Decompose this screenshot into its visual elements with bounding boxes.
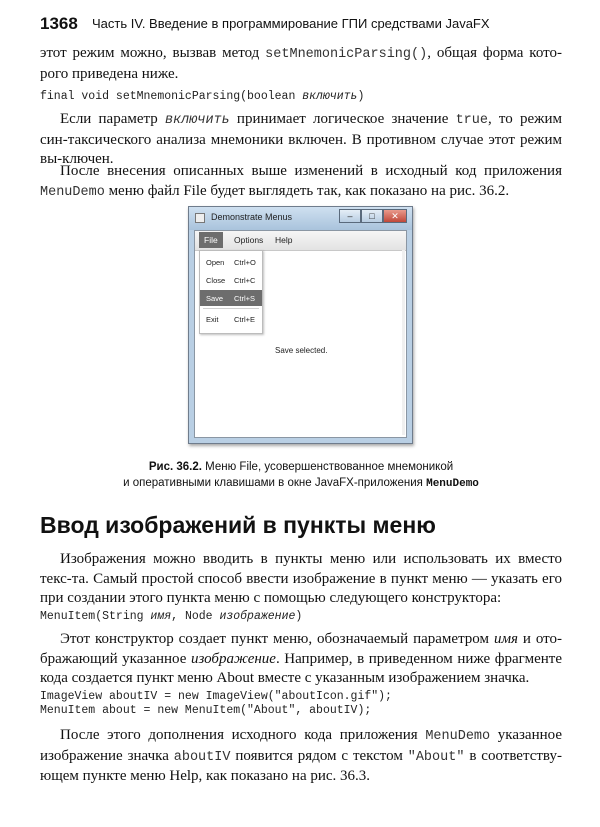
menu-item-save[interactable] (200, 290, 262, 306)
code2-param-1: имя (150, 610, 172, 623)
code2-text-2: , Node (171, 610, 220, 623)
code2-param-2: изображение (219, 610, 296, 623)
menu-item-label: Save (206, 294, 224, 303)
menu-bar (195, 231, 406, 251)
figure-window (188, 206, 413, 444)
close-icon[interactable]: ✕ (383, 209, 407, 223)
paragraph-4 (40, 550, 562, 609)
menu-item-open[interactable] (200, 254, 262, 270)
p6-code-1: MenuDemo (425, 729, 491, 744)
caption-text-2: и оперативными клавишами в окне JavaFX-приложения (123, 477, 427, 489)
code-block-1 (40, 90, 570, 104)
menu-options[interactable]: Options (234, 235, 264, 245)
code1-text-1: final void setMnemonicParsing(boolean (40, 90, 303, 103)
p6-text-4: в соответству-ющем пункте меню Help, как показано на рис. 36.3. (40, 747, 562, 784)
window-titlebar (189, 207, 412, 230)
menu-item-accelerator: Ctrl+O (234, 258, 256, 267)
menu-item-label: Exit (206, 315, 219, 324)
section-heading: Ввод изображений в пункты меню (40, 512, 436, 538)
p5-param-2: изображение (190, 650, 276, 667)
p6-text-2: указанное изображение значка (40, 727, 562, 764)
paragraph-3 (40, 162, 562, 202)
paragraph-2 (40, 110, 562, 170)
menu-item-accelerator: Ctrl+E (234, 315, 256, 324)
window-edge-rail (402, 250, 405, 435)
p5-text-1: Этот конструктор создает пункт меню, обозначаемый параметром (60, 631, 494, 647)
window-title: Demonstrate Menus (211, 212, 293, 222)
menu-item-close[interactable] (200, 272, 262, 288)
window-client-area (194, 230, 407, 438)
page-number: 1368 (40, 14, 78, 33)
p5-text-3: . Например, в приведенном ниже фрагменте кода создается пункт меню About вместе с указанным изображением значка. (40, 650, 562, 686)
app-icon (195, 213, 205, 223)
caption-text-1: Меню File, усовершенствованное мнемоникой (201, 461, 454, 473)
p6-code-3: "About" (407, 749, 465, 765)
p2-text-2: принимает логическое значение (229, 111, 456, 127)
caption-number: Рис. 36.2. (148, 461, 202, 473)
page-header (40, 14, 570, 36)
p5-param-1: имя (493, 631, 518, 647)
p2-text-3: , то режим син-таксического анализа мнемоники включен. В противном случае этот режим вы-ключен. (40, 111, 562, 167)
menu-item-label: Close (206, 276, 226, 285)
paragraph-5 (40, 630, 562, 689)
p2-text-1: Если параметр (60, 111, 165, 127)
p6-text-3: появится рядом с текстом (230, 747, 408, 764)
caption-app-name: MenuDemo (426, 478, 479, 490)
paragraph-6 (40, 726, 562, 787)
code3-line-1: ImageView aboutIV = new ImageView("aboutIcon.gif"); (40, 690, 392, 703)
p6-text-1: После этого дополнения исходного кода приложения (60, 727, 426, 743)
minimize-icon[interactable]: – (339, 209, 361, 223)
p1-text-1: этот режим можно, вызвав метод (40, 45, 266, 61)
code-block-2 (40, 610, 570, 624)
menu-item-exit[interactable] (200, 311, 262, 327)
maximize-icon[interactable]: □ (361, 209, 383, 223)
running-title: Часть IV. Введение в программирование ГПИ средствами JavaFX (92, 16, 490, 31)
p4-text: Изображения можно вводить в пункты меню или использовать их вместо текс-та. Самый простой способ ввести изображение в пункт меню — указать его при создании этого пункта меню с помощью следующего конструктора: (40, 551, 562, 606)
p6-code-2: aboutIV (173, 749, 231, 765)
p3-text-1: После внесения описанных выше изменений в исходный код приложения (60, 163, 562, 179)
menu-separator (203, 308, 259, 309)
code1-text-2: ) (357, 90, 365, 103)
p3-text-2: меню файл File будет выглядеть так, как показано на рис. 36.2. (104, 182, 510, 199)
code-block-3 (40, 690, 570, 718)
p3-code-1: MenuDemo (40, 184, 105, 200)
code2-text-1: MenuItem(String (40, 610, 151, 623)
figure-caption (40, 459, 562, 492)
code2-text-3: ) (295, 610, 303, 623)
menu-file[interactable]: File (199, 232, 223, 248)
p2-code-1: true (455, 113, 488, 128)
menu-item-accelerator: Ctrl+S (234, 294, 256, 303)
code1-param: включить (302, 90, 358, 103)
p5-text-2: и ото-бражающий указанное (40, 631, 563, 667)
p2-param: включить (164, 113, 230, 128)
status-label: Save selected. (275, 346, 328, 355)
file-dropdown-menu (199, 250, 263, 334)
paragraph-1 (40, 44, 562, 84)
menu-help[interactable]: Help (275, 235, 293, 245)
code3-line-2: MenuItem about = new MenuItem("About", aboutIV); (40, 704, 372, 717)
menu-item-label: Open (206, 258, 225, 267)
p1-code-1: setMnemonicParsing() (265, 47, 428, 62)
menu-item-accelerator: Ctrl+C (234, 276, 256, 285)
p1-text-2: , общая форма кото-рого приведена ниже. (40, 45, 562, 82)
